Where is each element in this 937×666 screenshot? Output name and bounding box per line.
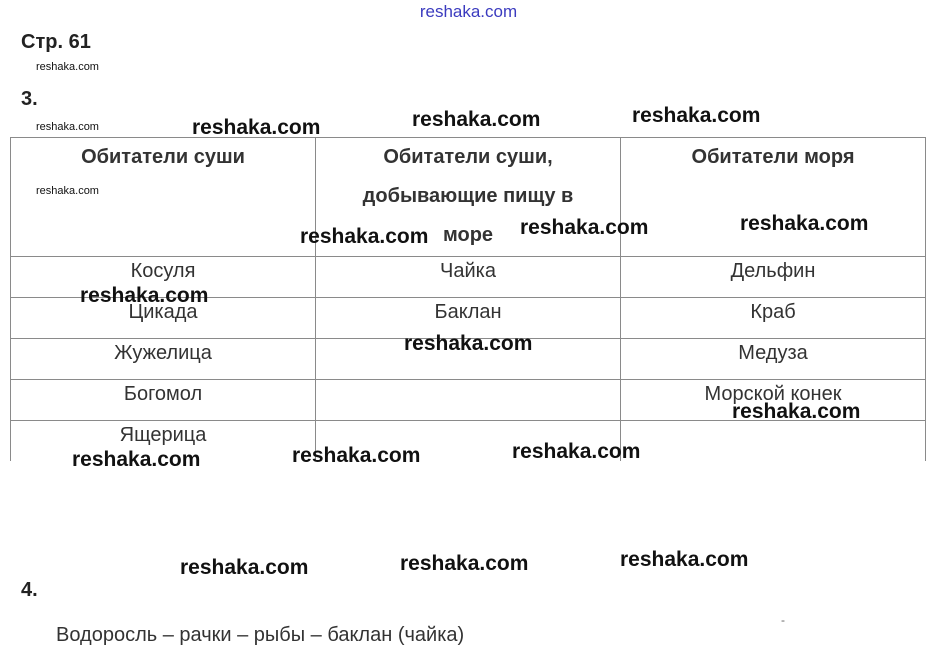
table-cell: Жужелица bbox=[11, 339, 316, 380]
watermark: reshaka.com bbox=[80, 284, 209, 307]
table-cell: Цикада bbox=[11, 298, 316, 339]
watermark: reshaka.com bbox=[620, 548, 749, 571]
watermark: reshaka.com bbox=[632, 104, 761, 127]
site-header-link[interactable]: reshaka.com bbox=[419, 2, 518, 21]
stray-mark: - bbox=[781, 613, 785, 627]
watermark: reshaka.com bbox=[732, 400, 861, 423]
table-cell bbox=[621, 421, 926, 462]
watermark: reshaka.com bbox=[300, 225, 429, 248]
table-cell: Морской конек bbox=[621, 380, 926, 421]
watermark: reshaka.com bbox=[512, 440, 641, 463]
table-cell: Богомол bbox=[11, 380, 316, 421]
table-cell bbox=[316, 380, 621, 421]
table-cell: Краб bbox=[621, 298, 926, 339]
watermark: reshaka.com bbox=[404, 332, 533, 355]
table-header-row bbox=[11, 138, 926, 257]
watermark: reshaka.com bbox=[400, 552, 529, 575]
table-cell: Косуля bbox=[11, 257, 316, 298]
watermark: reshaka.com bbox=[192, 116, 321, 139]
watermark: reshaka.com bbox=[180, 556, 309, 579]
food-chain-answer: Водоросль – рачки – рыбы – баклан (чайка) bbox=[56, 624, 465, 646]
watermark: reshaka.com bbox=[412, 108, 541, 131]
header-land-dwellers: Обитатели суши bbox=[11, 138, 316, 257]
header-land-dwellers-sea-feeding: Обитатели суши, добывающие пищу в море bbox=[316, 138, 621, 257]
table-cell: Баклан bbox=[316, 298, 621, 339]
table-cell: Дельфин bbox=[621, 257, 926, 298]
table-cell: Медуза bbox=[621, 339, 926, 380]
watermark: reshaka.com bbox=[740, 212, 869, 235]
watermark: reshaka.com bbox=[520, 216, 649, 239]
watermark: reshaka.com bbox=[36, 61, 99, 73]
page-reference: Стр. 61 bbox=[21, 31, 91, 53]
watermark: reshaka.com bbox=[72, 448, 201, 471]
task-4-number: 4. bbox=[21, 579, 38, 601]
task-3-number: 3. bbox=[21, 88, 38, 110]
table-cell: Чайка bbox=[316, 257, 621, 298]
header-sea-dwellers: Обитатели моря bbox=[621, 138, 926, 257]
table-cell: Ящерица bbox=[11, 421, 316, 462]
watermark: reshaka.com bbox=[292, 444, 421, 467]
watermark: reshaka.com bbox=[36, 121, 99, 133]
watermark: reshaka.com bbox=[36, 185, 99, 197]
